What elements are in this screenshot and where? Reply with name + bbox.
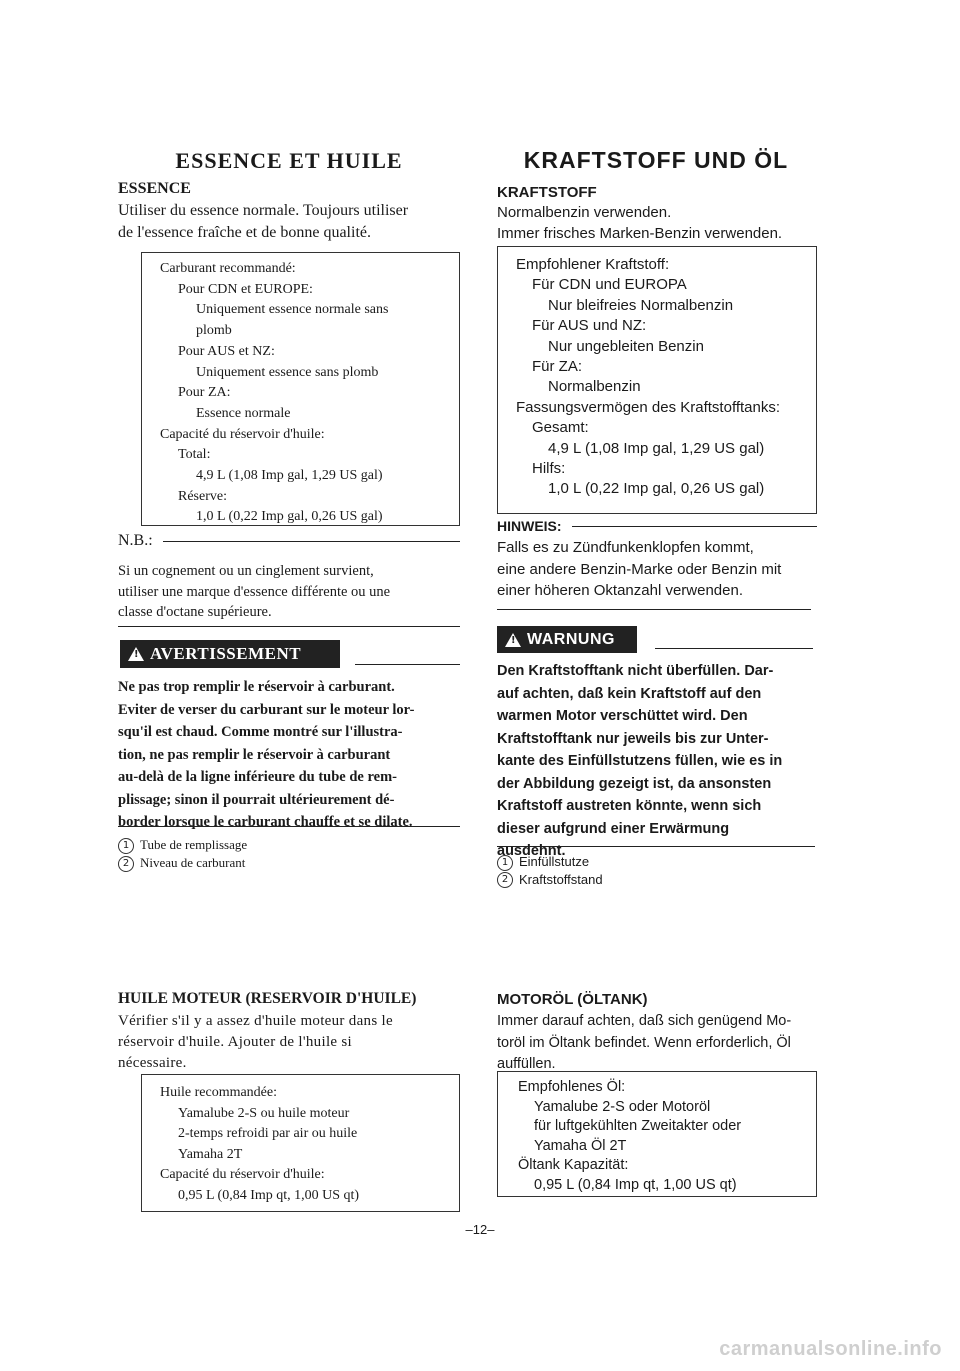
text-line: utiliser une marque d'essence différente ou une [118, 583, 391, 600]
text-line: dieser aufgrund einer Erwärmung [497, 820, 730, 837]
spec-line: Essence normale [196, 405, 291, 421]
fr-oil-text [118, 1011, 463, 1074]
fr-warning-badge [120, 640, 340, 668]
spec-line: Nur bleifreies Normalbenzin [548, 296, 734, 314]
spec-line: Gesamt: [532, 419, 589, 437]
warning-label: AVERTISSEMENT [150, 644, 302, 663]
spec-line: Für CDN und EUROPA [532, 276, 687, 294]
spec-line: 2-temps refroidi par air ou huile [178, 1126, 358, 1142]
spec-line: Fassungsvermögen des Kraftstofftanks: [516, 398, 781, 416]
de-note-header [497, 518, 817, 534]
spec-line: Yamaha 2T [178, 1146, 243, 1162]
legend-text: Kraftstoffstand [519, 871, 603, 887]
legend-item [118, 836, 247, 854]
de-fuel-heading: KRAFTSTOFF [497, 184, 597, 201]
text-line: Immer darauf achten, daß sich genügend Mo- [497, 1013, 792, 1029]
text-line: Eviter de verser du carburant sur le moteur lor- [118, 701, 415, 718]
spec-line: Yamalube 2-S ou huile moteur [178, 1105, 350, 1121]
text-line: au-delà de la ligne inférieure du tube de rem- [118, 769, 397, 785]
legend-text: Tube de remplissage [140, 837, 248, 852]
text-line: squ'il est chaud. Comme montré sur l'illustra- [118, 724, 403, 740]
spec-line: Carburant recommandé: [160, 261, 296, 276]
legend-item [118, 854, 247, 872]
text-line: Kraftstoff austreten könnte, wenn sich [497, 798, 762, 814]
divider [118, 626, 460, 627]
spec-line: für luftgekühlten Zweitakter oder [534, 1118, 742, 1135]
text-line: nécessaire. [118, 1055, 187, 1071]
fr-note-text [118, 561, 463, 623]
de-legend [497, 853, 603, 888]
fr-legend [118, 836, 247, 872]
divider [497, 609, 811, 610]
watermark: carmanualsonline.info [719, 1338, 942, 1360]
text-line: einer höheren Oktanzahl verwenden. [497, 582, 743, 599]
de-fuel-text [497, 202, 817, 244]
text-line: tion, ne pas remplir le réservoir à carburant [118, 746, 391, 763]
text-line: toröl im Öltank befindet. Wenn erforderlich, Öl [497, 1034, 791, 1051]
note-label: N.B.: [118, 532, 153, 549]
circled-number: 1 [497, 855, 513, 871]
spec-line: Total: [178, 447, 211, 463]
spec-line: 4,9 L (1,08 Imp gal, 1,29 US gal) [548, 439, 765, 457]
circled-number: 2 [118, 856, 134, 872]
spec-line: Pour CDN et EUROPE: [178, 281, 313, 297]
page-number: –12– [465, 1222, 495, 1237]
text-line: warmen Motor verschüttet wird. Den [497, 708, 748, 724]
spec-line: Hilfs: [532, 460, 566, 478]
text-line: auffüllen. [497, 1056, 556, 1072]
text-line: ausdehnt. [497, 843, 566, 859]
divider [118, 826, 460, 827]
de-oil-text [497, 1011, 819, 1076]
legend-item [497, 853, 603, 871]
divider [655, 648, 813, 649]
warning-icon: ! [505, 633, 521, 647]
text-line: eine andere Benzin-Marke oder Benzin mit [497, 560, 782, 578]
text-line: Vérifier s'il y a assez d'huile moteur dans le [118, 1013, 393, 1029]
circled-number: 1 [118, 838, 134, 854]
fr-fuel-heading: ESSENCE [118, 180, 191, 197]
text-line: Falls es zu Zündfunkenklopfen kommt, [497, 539, 754, 556]
fr-warning-text [118, 676, 462, 834]
spec-line: Capacité du réservoir d'huile: [160, 426, 325, 442]
de-warning-badge [497, 626, 637, 653]
divider [355, 664, 460, 665]
text-line: Ne pas trop remplir le réservoir à carburant. [118, 679, 395, 695]
spec-line: Für AUS und NZ: [532, 317, 647, 335]
spec-line: 1,0 L (0,22 Imp gal, 0,26 US gal) [196, 509, 383, 525]
divider [163, 541, 460, 542]
note-label: HINWEIS: [497, 518, 562, 534]
text-line: Immer frisches Marken-Benzin verwenden. [497, 225, 783, 242]
spec-line: Öltank Kapazität: [518, 1157, 629, 1174]
spec-line: plomb [196, 323, 232, 339]
de-oil-box [497, 1071, 817, 1197]
spec-line: 0,95 L (0,84 Imp qt, 1,00 US qt) [178, 1187, 360, 1203]
text-line: kante des Einfüllstutzens füllen, wie es in [497, 753, 783, 769]
text-line: Utiliser du essence normale. Toujours utiliser [118, 202, 409, 219]
spec-line: Empfohlenes Öl: [518, 1079, 626, 1095]
spec-line: Huile recommandée: [160, 1085, 278, 1100]
legend-item [497, 871, 603, 889]
de-warning-text [497, 660, 815, 863]
text-line: border lorsque le carburant chauffe et se dilate. [118, 814, 413, 830]
text-line: plissage; sinon il pourrait ultérieurement dé- [118, 791, 395, 808]
text-line: Si un cognement ou un cinglement survient, [118, 563, 374, 579]
spec-line: Uniquement essence normale sans [196, 302, 389, 318]
text-line: Kraftstofftank nur jeweils bis zur Unter- [497, 730, 769, 747]
text-line: réservoir d'huile. Ajouter de l'huile si [118, 1034, 353, 1050]
fr-oil-box [141, 1074, 460, 1212]
fr-fuel-text [118, 200, 463, 244]
warning-icon: ! [128, 647, 144, 661]
text-line: der Abbildung gezeigt ist, da ansonsten [497, 775, 772, 792]
spec-line: Yamalube 2-S oder Motoröl [534, 1098, 711, 1115]
text-line: classe d'octane supérieure. [118, 604, 272, 620]
de-spec-box [497, 246, 817, 514]
spec-line: Yamaha Öl 2T [534, 1137, 627, 1154]
spec-line: Pour ZA: [178, 385, 231, 401]
spec-line: Capacité du réservoir d'huile: [160, 1167, 325, 1183]
circled-number: 2 [497, 872, 513, 888]
divider [572, 526, 817, 527]
spec-line: 1,0 L (0,22 Imp gal, 0,26 US gal) [548, 480, 765, 498]
spec-line: Réserve: [178, 488, 227, 504]
legend-text: Niveau de carburant [140, 855, 246, 871]
text-line: Normalbenzin verwenden. [497, 204, 672, 221]
warning-label: WARNUNG [527, 630, 615, 648]
spec-line: 0,95 L (0,84 Imp qt, 1,00 US qt) [534, 1176, 737, 1193]
spec-line: Uniquement essence sans plomb [196, 364, 379, 380]
fr-title: ESSENCE ET HUILE [175, 148, 403, 173]
de-title: KRAFTSTOFF UND ÖL [523, 147, 789, 173]
spec-line: Normalbenzin [548, 378, 641, 396]
text-line: Den Kraftstofftank nicht überfüllen. Dar- [497, 663, 774, 679]
de-note-text [497, 537, 817, 602]
de-oil-heading: MOTORÖL (ÖLTANK) [497, 991, 648, 1008]
spec-line: Für ZA: [532, 358, 583, 376]
text-line: de l'essence fraîche et de bonne qualité. [118, 224, 371, 241]
divider [497, 846, 815, 847]
fr-oil-heading: HUILE MOTEUR (RESERVOIR D'HUILE) [118, 990, 417, 1007]
spec-line: Pour AUS et NZ: [178, 343, 275, 359]
text-line: auf achten, daß kein Kraftstoff auf den [497, 685, 762, 702]
spec-line: Empfohlener Kraftstoff: [516, 256, 670, 273]
fr-note-header [118, 532, 460, 550]
fr-spec-box [141, 252, 460, 526]
spec-line: 4,9 L (1,08 Imp gal, 1,29 US gal) [196, 468, 383, 484]
spec-line: Nur ungebleiten Benzin [548, 337, 704, 355]
legend-text: Einfüllstutze [519, 854, 590, 869]
